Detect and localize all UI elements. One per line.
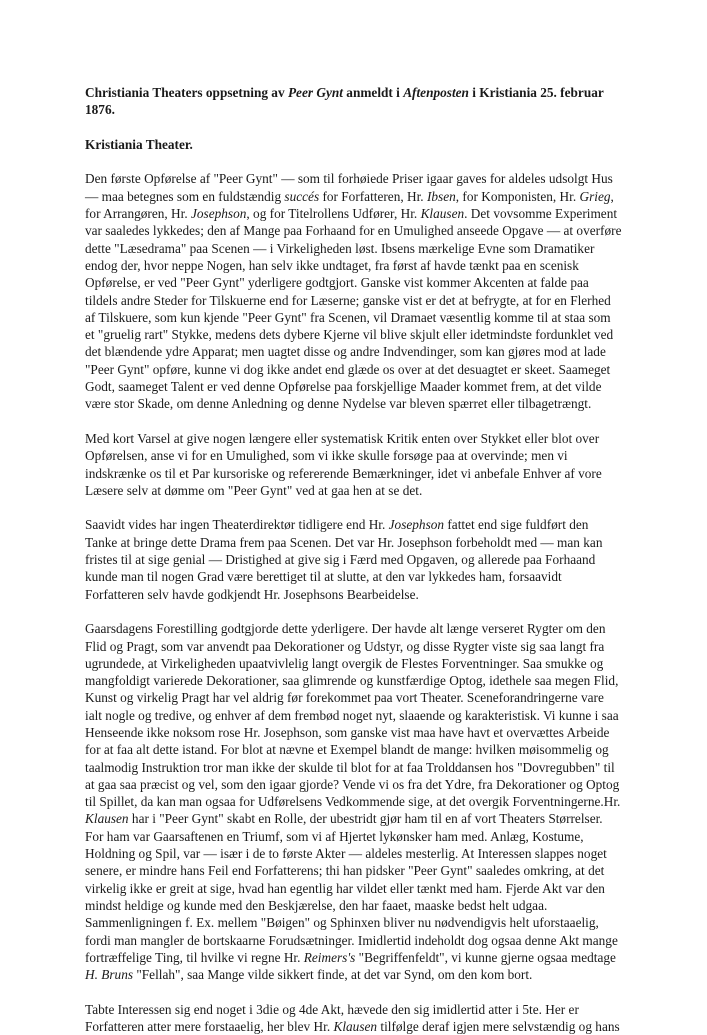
document-title xyxy=(85,84,623,119)
paragraph-josephson-adaptation xyxy=(85,516,623,602)
text-run: Peer Gynt xyxy=(287,85,343,100)
text-run: i Kristiania 25. februar 1876. xyxy=(85,85,604,118)
paragraph-opening-review xyxy=(85,170,623,412)
text-run: "Fellah", saa Mange vilde sikkert finde, at det var Synd, om den kom bort. xyxy=(133,967,533,983)
text-run: Klausen xyxy=(420,206,465,222)
text-run: Saavidt vides har ingen Theaterdirektør tidligere end Hr. xyxy=(85,517,389,533)
text-run: Josephson xyxy=(190,206,247,222)
text-run: , for Komponisten, Hr. xyxy=(455,188,580,204)
text-run: for Forfatteren, Hr. xyxy=(319,188,427,204)
text-run: Hr. xyxy=(603,794,621,810)
text-run: Tabte Interessen sig end noget i 3die og 4de Akt, hævede den sig imidlertid atter i 5te. Her er Forfatteren atter mere forstaaelig, her blev Hr. xyxy=(85,1001,579,1035)
text-run: H. Bruns xyxy=(85,967,134,983)
paragraph-performance-description xyxy=(85,620,623,983)
paragraph-final-acts xyxy=(85,1001,623,1035)
text-run: tilfølge deraf igjen mere selvstændig og hans xyxy=(377,1019,620,1035)
text-run: Josephson xyxy=(388,517,445,533)
text-run: Grieg xyxy=(579,188,611,204)
text-run: anmeldt i xyxy=(342,85,404,100)
text-run: Den første Opførelse af "Peer Gynt" — som til forhøiede Priser igaar gaves for aldeles udsolgt Hus — maa betegnes som en fuldstændig xyxy=(85,171,613,204)
text-run: Ibsen xyxy=(426,188,456,204)
paragraph-critique-disclaimer xyxy=(85,430,623,499)
text-run: . Det vovsomme Experiment var saaledes lykkedes; den af Mange paa Forhaand for en Umulighed anseede Opgave — at overføre dette "Læsedrama" paa Scenen — i Virkeligheden løst. Ibsens mærkelige Evne som Dramatiker endog der, hvor neppe Nogen, han selv ikke undtaget, fra først af havde tænkt paa en scenisk Opførelse, er ved "Peer Gynt" yderligere godtgjort. Ganske vist kommer Akcenten at falde paa tildels andre Steder for Tilskuerne end for Læserne; ganske vist er det at befrygte, at for en Flerhed af Tilskuere, som kun kjende "Peer Gynt" fra Scenen, vil Dramaet væsentlig komme til at staa som et "gruelig rart" Stykke, medens dets dybere Kjerne vil blive skjult eller idetmindste fordunklet ved det blændende ydre Apparat; men uagtet disse og andre Indvendinger, som kan gjøres mod at lade "Peer Gynt" opføre, kunne vi dog ikke andet end glæde os over at det desuagtet er skeet. Saameget Godt, saameget Talent er ved denne Opførelse paa forskjellige Maader kommet frem, at det vilde være stor Skade, om denne Anledning og denne Nydelse var bleven spærret eller tilbagetrængt. xyxy=(85,206,622,412)
text-run: fattet end sige fuldført den Tanke at bringe dette Drama frem paa Scenen. Det var Hr. Josephson forbeholdt med — man kan fristes til at sige genial — Dristighed at give sig i Færd med Opgaven, og allerede paa Forhaand kunde man til nogen Grad være berettiget til at slutte, at den var lykkedes ham, forsaavidt Forfatteren selv havde godkjendt Hr. Josephsons Bearbeidelse. xyxy=(85,517,603,602)
text-run: Reimers's xyxy=(303,949,356,965)
text-run: succés xyxy=(284,188,320,204)
text-run: "Begriffenfeldt", vi kunne gjerne ogsaa medtage xyxy=(355,949,616,965)
text-run: Klausen xyxy=(85,811,129,827)
text-run: , for Arrangøren, Hr. xyxy=(85,188,614,222)
section-heading: Kristiania Theater. xyxy=(85,136,193,152)
text-run: har i "Peer Gynt" skabt en Rolle, der ubestridt gjør ham til en af vort Theaters Størrelser. For ham var Gaarsaftenen en Triumf, som vi af Hjertet lykønsker ham med. Anlæg, Kostume, Holdning og Spil, var — især i de to første Akter — aldeles mesterlig. At Interessen slappes noget senere, er mindre hans Feil end Forfatterens; thi han pidsker "Peer Gynt" saaledes omkring, at det virkelig ikke er greit at sige, hvad han egentlig har vildet eller tænkt med ham. Fjerde Akt var den mindst heldige og kunde med den Beskjærelse, den har faaet, maaske bedst helt udgaa. Sammenligningen f. Ex. mellem "Bøigen" og Sphinxen bliver nu nødvendigvis helt uforstaaelig, fordi man mangler de bortskaarne Forudsætninger. Imidlertid indeholdt dog ogsaa denne Akt mange fortræffelige Ting, til hvilke vi regne Hr. xyxy=(85,811,618,965)
text-run: Gaarsdagens Forestilling godtgjorde dette yderligere. Der havde alt længe verseret Rygter om den Flid og Pragt, som var anvendt paa Dekorationer og Udstyr, og disse Rygter viste sig saa langt fra ugrundede, at Virkeligheden upaatvivlelig langt overgik de Flestes Forventninger. Saa smukke og mangfoldigt varierede Dekorationer, saa glimrende og kunstfærdige Optog, idethele saa megen Flid, Kunst og virkelig Pragt har vel aldrig før forekommet paa vort Theater. Sceneforandringerne vare ialt nogle og tredive, og enhver af dem frembød noget nyt, slaaende og karakteristisk. Vi kunne i saa Henseende ikke noksom rose Hr. Josephson, som ganske vist maa have havt et overvættes Arbeide for at faa alt dette istand. For blot at nævne et Exempel blandt de mange: hvilken møisommelig og taalmodig Instruktion tror man ikke der skulde til blot for at faa Trolddansen hos "Dovregubben" til at gaa saa præcist og vel, som den igaar gjorde? Vende vi os fra det Ydre, fra Dekorationer og Optog til Spillet, da kan man ogsaa for Udførelsens Vedkommende sige, at det overgik Forventningerne. xyxy=(85,621,620,810)
text-run: Aftenposten xyxy=(403,85,469,100)
text-run: Klausen xyxy=(333,1019,378,1035)
text-run: , og for Titelrollens Udfører, Hr. xyxy=(246,206,421,222)
text-run: Christiania Theaters oppsetning av xyxy=(85,85,288,100)
text-run: Med kort Varsel at give nogen længere eller systematisk Kritik enten over Stykket eller blot over Opførelsen, anse vi for en Umulighed, som vi ikke skulle forsøge paa at overvinde; men vi indskrænke os til et Par kursoriske og refererende Bemærkninger, idet vi anbefale Enhver af vore Læsere selv at dømme om "Peer Gynt" ved at gaa hen at se det. xyxy=(85,430,602,498)
